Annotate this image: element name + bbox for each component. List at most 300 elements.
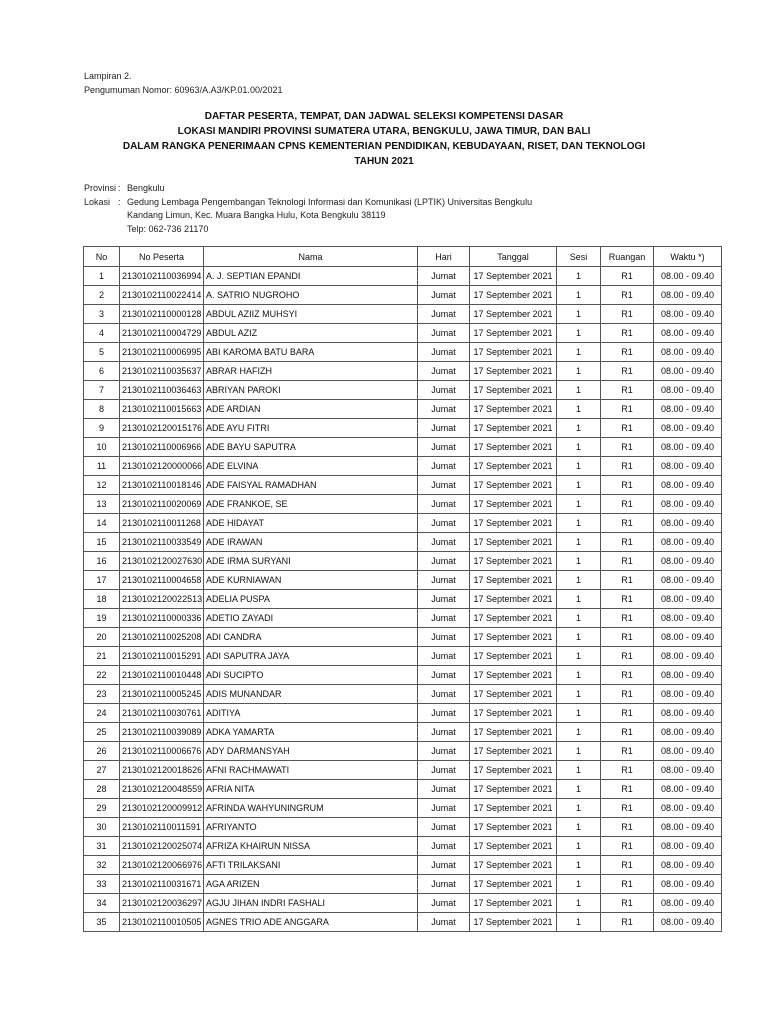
cell-tanggal: 17 September 2021 (470, 533, 557, 552)
cell-sesi: 1 (557, 837, 601, 856)
cell-hari: Jumat (418, 723, 470, 742)
cell-no: 35 (84, 913, 120, 932)
provinsi-colon: : (118, 183, 121, 193)
table-row (84, 590, 722, 609)
cell-tanggal: 17 September 2021 (470, 571, 557, 590)
cell-tanggal: 17 September 2021 (470, 647, 557, 666)
cell-nama: ABDUL AZIIZ MUHSYI (204, 305, 418, 324)
cell-ruangan: R1 (601, 267, 654, 286)
cell-no-peserta: 2130102110010448 (120, 666, 204, 685)
cell-no-peserta: 2130102110004729 (120, 324, 204, 343)
cell-hari: Jumat (418, 305, 470, 324)
cell-sesi: 1 (557, 856, 601, 875)
cell-sesi: 1 (557, 609, 601, 628)
cell-no: 11 (84, 457, 120, 476)
cell-waktu: 08.00 - 09.40 (654, 856, 722, 875)
cell-nama: ADE ELVINA (204, 457, 418, 476)
table-row (84, 818, 722, 837)
table-row (84, 780, 722, 799)
cell-no: 34 (84, 894, 120, 913)
cell-ruangan: R1 (601, 286, 654, 305)
cell-waktu: 08.00 - 09.40 (654, 400, 722, 419)
cell-tanggal: 17 September 2021 (470, 514, 557, 533)
cell-no-peserta: 2130102110000128 (120, 305, 204, 324)
cell-no-peserta: 2130102120025074 (120, 837, 204, 856)
cell-tanggal: 17 September 2021 (470, 723, 557, 742)
cell-no: 19 (84, 609, 120, 628)
cell-sesi: 1 (557, 571, 601, 590)
cell-ruangan: R1 (601, 571, 654, 590)
cell-waktu: 08.00 - 09.40 (654, 818, 722, 837)
cell-hari: Jumat (418, 343, 470, 362)
cell-no: 23 (84, 685, 120, 704)
title-line-3: DALAM RANGKA PENERIMAAN CPNS KEMENTERIAN PENDIDIKAN, KEBUDAYAAN, RISET, DAN TEKNOLOGI (122, 141, 646, 152)
cell-tanggal: 17 September 2021 (470, 780, 557, 799)
cell-waktu: 08.00 - 09.40 (654, 362, 722, 381)
table-row (84, 761, 722, 780)
cell-sesi: 1 (557, 666, 601, 685)
document-title (84, 109, 684, 169)
lampiran-label: Lampiran 2. (84, 71, 132, 81)
cell-nama: AFRIA NITA (204, 780, 418, 799)
cell-hari: Jumat (418, 438, 470, 457)
cell-no: 24 (84, 704, 120, 723)
cell-sesi: 1 (557, 913, 601, 932)
cell-waktu: 08.00 - 09.40 (654, 761, 722, 780)
lokasi-colon: : (118, 196, 121, 207)
cell-ruangan: R1 (601, 628, 654, 647)
cell-nama: ADE IRAWAN (204, 533, 418, 552)
cell-no-peserta: 2130102120027630 (120, 552, 204, 571)
lokasi-row (84, 196, 532, 210)
cell-sesi: 1 (557, 761, 601, 780)
cell-nama: ADKA YAMARTA (204, 723, 418, 742)
cell-hari: Jumat (418, 609, 470, 628)
cell-no-peserta: 2130102120000066 (120, 457, 204, 476)
cell-nama: ADITIYA (204, 704, 418, 723)
cell-nama: ADIS MUNANDAR (204, 685, 418, 704)
cell-tanggal: 17 September 2021 (470, 590, 557, 609)
cell-nama: AFRINDA WAHYUNINGRUM (204, 799, 418, 818)
cell-hari: Jumat (418, 628, 470, 647)
cell-no: 6 (84, 362, 120, 381)
cell-hari: Jumat (418, 761, 470, 780)
cell-sesi: 1 (557, 647, 601, 666)
cell-ruangan: R1 (601, 799, 654, 818)
cell-no-peserta: 2130102110030761 (120, 704, 204, 723)
cell-ruangan: R1 (601, 723, 654, 742)
title-line-2: LOKASI MANDIRI PROVINSI SUMATERA UTARA, BENGKULU, JAWA TIMUR, DAN BALI (177, 126, 591, 137)
cell-ruangan: R1 (601, 761, 654, 780)
cell-hari: Jumat (418, 647, 470, 666)
cell-sesi: 1 (557, 894, 601, 913)
cell-waktu: 08.00 - 09.40 (654, 571, 722, 590)
cell-waktu: 08.00 - 09.40 (654, 609, 722, 628)
table-row (84, 875, 722, 894)
cell-hari: Jumat (418, 894, 470, 913)
cell-no-peserta: 2130102120022513 (120, 590, 204, 609)
header-hari: Hari (418, 247, 470, 267)
cell-nama: ADI SAPUTRA JAYA (204, 647, 418, 666)
lokasi-value: Gedung Lembaga Pengembangan Teknologi Informasi dan Komunikasi (LPTIK) Universitas Bengkulu (127, 196, 533, 207)
cell-no: 5 (84, 343, 120, 362)
cell-nama: AGA ARIZEN (204, 875, 418, 894)
cell-no-peserta: 2130102110006966 (120, 438, 204, 457)
cell-no: 1 (84, 267, 120, 286)
cell-hari: Jumat (418, 533, 470, 552)
cell-ruangan: R1 (601, 400, 654, 419)
table-row (84, 362, 722, 381)
cell-no-peserta: 2130102110033549 (120, 533, 204, 552)
cell-ruangan: R1 (601, 647, 654, 666)
cell-hari: Jumat (418, 875, 470, 894)
cell-tanggal: 17 September 2021 (470, 438, 557, 457)
cell-ruangan: R1 (601, 457, 654, 476)
cell-nama: ADE FAISYAL RAMADHAN (204, 476, 418, 495)
table-row (84, 913, 722, 932)
cell-sesi: 1 (557, 362, 601, 381)
cell-sesi: 1 (557, 514, 601, 533)
cell-tanggal: 17 September 2021 (470, 324, 557, 343)
cell-no: 7 (84, 381, 120, 400)
cell-sesi: 1 (557, 799, 601, 818)
cell-no: 20 (84, 628, 120, 647)
cell-hari: Jumat (418, 704, 470, 723)
cell-sesi: 1 (557, 343, 601, 362)
cell-no-peserta: 2130102110031671 (120, 875, 204, 894)
cell-no: 21 (84, 647, 120, 666)
table-row (84, 856, 722, 875)
cell-ruangan: R1 (601, 742, 654, 761)
table-row (84, 647, 722, 666)
cell-tanggal: 17 September 2021 (470, 894, 557, 913)
table-row (84, 514, 722, 533)
cell-nama: ABI KAROMA BATU BARA (204, 343, 418, 362)
cell-no: 31 (84, 837, 120, 856)
cell-no: 17 (84, 571, 120, 590)
cell-no: 32 (84, 856, 120, 875)
cell-sesi: 1 (557, 628, 601, 647)
cell-sesi: 1 (557, 381, 601, 400)
cell-sesi: 1 (557, 286, 601, 305)
cell-nama: ADI SUCIPTO (204, 666, 418, 685)
cell-ruangan: R1 (601, 419, 654, 438)
cell-sesi: 1 (557, 704, 601, 723)
table-row (84, 571, 722, 590)
table-row (84, 609, 722, 628)
cell-sesi: 1 (557, 400, 601, 419)
cell-no: 9 (84, 419, 120, 438)
cell-tanggal: 17 September 2021 (470, 343, 557, 362)
cell-no-peserta: 2130102110004658 (120, 571, 204, 590)
cell-hari: Jumat (418, 495, 470, 514)
cell-waktu: 08.00 - 09.40 (654, 457, 722, 476)
cell-hari: Jumat (418, 818, 470, 837)
cell-no: 30 (84, 818, 120, 837)
table-row (84, 533, 722, 552)
table-body (84, 267, 722, 932)
cell-waktu: 08.00 - 09.40 (654, 305, 722, 324)
cell-no-peserta: 2130102110039089 (120, 723, 204, 742)
cell-hari: Jumat (418, 514, 470, 533)
cell-no: 26 (84, 742, 120, 761)
cell-sesi: 1 (557, 818, 601, 837)
location-info (84, 182, 532, 236)
cell-sesi: 1 (557, 742, 601, 761)
cell-waktu: 08.00 - 09.40 (654, 799, 722, 818)
cell-hari: Jumat (418, 476, 470, 495)
cell-no: 15 (84, 533, 120, 552)
cell-waktu: 08.00 - 09.40 (654, 647, 722, 666)
cell-sesi: 1 (557, 533, 601, 552)
cell-hari: Jumat (418, 381, 470, 400)
cell-sesi: 1 (557, 590, 601, 609)
cell-no: 13 (84, 495, 120, 514)
cell-nama: AGJU JIHAN INDRI FASHALI (204, 894, 418, 913)
cell-no: 12 (84, 476, 120, 495)
cell-tanggal: 17 September 2021 (470, 799, 557, 818)
cell-ruangan: R1 (601, 780, 654, 799)
cell-ruangan: R1 (601, 381, 654, 400)
cell-hari: Jumat (418, 552, 470, 571)
cell-tanggal: 17 September 2021 (470, 628, 557, 647)
cell-tanggal: 17 September 2021 (470, 419, 557, 438)
cell-tanggal: 17 September 2021 (470, 267, 557, 286)
cell-nama: AFRIYANTO (204, 818, 418, 837)
cell-sesi: 1 (557, 457, 601, 476)
cell-nama: ABDUL AZIZ (204, 324, 418, 343)
cell-hari: Jumat (418, 571, 470, 590)
cell-tanggal: 17 September 2021 (470, 837, 557, 856)
cell-ruangan: R1 (601, 704, 654, 723)
cell-no-peserta: 2130102110025208 (120, 628, 204, 647)
cell-ruangan: R1 (601, 438, 654, 457)
provinsi-row (84, 182, 532, 196)
table-row (84, 628, 722, 647)
cell-ruangan: R1 (601, 856, 654, 875)
cell-tanggal: 17 September 2021 (470, 495, 557, 514)
cell-tanggal: 17 September 2021 (470, 552, 557, 571)
cell-nama: AFRIZA KHAIRUN NISSA (204, 837, 418, 856)
cell-no: 8 (84, 400, 120, 419)
phone-line: Telp: 062-736 21170 (127, 223, 209, 234)
cell-no: 2 (84, 286, 120, 305)
cell-nama: ADE IRMA SURYANI (204, 552, 418, 571)
cell-waktu: 08.00 - 09.40 (654, 837, 722, 856)
cell-ruangan: R1 (601, 590, 654, 609)
cell-no-peserta: 2130102110036994 (120, 267, 204, 286)
cell-ruangan: R1 (601, 913, 654, 932)
cell-no-peserta: 2130102110015291 (120, 647, 204, 666)
cell-waktu: 08.00 - 09.40 (654, 324, 722, 343)
cell-sesi: 1 (557, 685, 601, 704)
cell-no-peserta: 2130102110006995 (120, 343, 204, 362)
cell-ruangan: R1 (601, 476, 654, 495)
cell-sesi: 1 (557, 723, 601, 742)
cell-waktu: 08.00 - 09.40 (654, 875, 722, 894)
cell-sesi: 1 (557, 552, 601, 571)
cell-tanggal: 17 September 2021 (470, 305, 557, 324)
title-line-1: DAFTAR PESERTA, TEMPAT, DAN JADWAL SELEKSI KOMPETENSI DASAR (204, 111, 564, 122)
cell-ruangan: R1 (601, 533, 654, 552)
cell-nama: ADELIA PUSPA (204, 590, 418, 609)
cell-nama: ADE HIDAYAT (204, 514, 418, 533)
table-row (84, 685, 722, 704)
cell-ruangan: R1 (601, 875, 654, 894)
cell-nama: ADE KURNIAWAN (204, 571, 418, 590)
cell-ruangan: R1 (601, 343, 654, 362)
cell-waktu: 08.00 - 09.40 (654, 343, 722, 362)
table-row (84, 837, 722, 856)
cell-ruangan: R1 (601, 609, 654, 628)
cell-hari: Jumat (418, 286, 470, 305)
cell-tanggal: 17 September 2021 (470, 818, 557, 837)
cell-no-peserta: 2130102110011268 (120, 514, 204, 533)
cell-no-peserta: 2130102110036463 (120, 381, 204, 400)
cell-no-peserta: 2130102110010505 (120, 913, 204, 932)
cell-tanggal: 17 September 2021 (470, 704, 557, 723)
cell-sesi: 1 (557, 780, 601, 799)
cell-hari: Jumat (418, 799, 470, 818)
cell-waktu: 08.00 - 09.40 (654, 514, 722, 533)
cell-no-peserta: 2130102120066976 (120, 856, 204, 875)
cell-waktu: 08.00 - 09.40 (654, 666, 722, 685)
cell-hari: Jumat (418, 685, 470, 704)
cell-hari: Jumat (418, 457, 470, 476)
cell-hari: Jumat (418, 267, 470, 286)
cell-sesi: 1 (557, 476, 601, 495)
cell-tanggal: 17 September 2021 (470, 856, 557, 875)
cell-hari: Jumat (418, 400, 470, 419)
cell-tanggal: 17 September 2021 (470, 666, 557, 685)
table-row (84, 723, 722, 742)
lokasi-label: Lokasi (84, 196, 111, 207)
cell-waktu: 08.00 - 09.40 (654, 590, 722, 609)
cell-no-peserta: 2130102120048559 (120, 780, 204, 799)
cell-waktu: 08.00 - 09.40 (654, 381, 722, 400)
cell-hari: Jumat (418, 362, 470, 381)
cell-no: 22 (84, 666, 120, 685)
cell-ruangan: R1 (601, 514, 654, 533)
cell-nama: ADETIO ZAYADI (204, 609, 418, 628)
cell-waktu: 08.00 - 09.40 (654, 628, 722, 647)
cell-waktu: 08.00 - 09.40 (654, 495, 722, 514)
cell-tanggal: 17 September 2021 (470, 476, 557, 495)
cell-ruangan: R1 (601, 894, 654, 913)
cell-tanggal: 17 September 2021 (470, 457, 557, 476)
cell-tanggal: 17 September 2021 (470, 400, 557, 419)
table-row (84, 704, 722, 723)
cell-no-peserta: 2130102110011591 (120, 818, 204, 837)
cell-no-peserta: 2130102110015663 (120, 400, 204, 419)
cell-hari: Jumat (418, 913, 470, 932)
cell-waktu: 08.00 - 09.40 (654, 476, 722, 495)
header-nama: Nama (204, 247, 418, 267)
header-ruangan: Ruangan (601, 247, 654, 267)
cell-ruangan: R1 (601, 666, 654, 685)
cell-sesi: 1 (557, 875, 601, 894)
table-row (84, 552, 722, 571)
cell-waktu: 08.00 - 09.40 (654, 533, 722, 552)
cell-tanggal: 17 September 2021 (470, 286, 557, 305)
cell-ruangan: R1 (601, 305, 654, 324)
cell-no: 16 (84, 552, 120, 571)
title-line-4: TAHUN 2021 (354, 156, 414, 167)
cell-nama: ADE ARDIAN (204, 400, 418, 419)
cell-no: 14 (84, 514, 120, 533)
cell-ruangan: R1 (601, 552, 654, 571)
cell-no-peserta: 2130102110035637 (120, 362, 204, 381)
provinsi-label: Provinsi (84, 183, 117, 193)
cell-ruangan: R1 (601, 818, 654, 837)
cell-tanggal: 17 September 2021 (470, 875, 557, 894)
table-row (84, 343, 722, 362)
cell-ruangan: R1 (601, 837, 654, 856)
cell-hari: Jumat (418, 590, 470, 609)
cell-no: 28 (84, 780, 120, 799)
table-row (84, 799, 722, 818)
cell-no: 27 (84, 761, 120, 780)
table-row (84, 286, 722, 305)
cell-no-peserta: 2130102110006676 (120, 742, 204, 761)
cell-waktu: 08.00 - 09.40 (654, 685, 722, 704)
cell-hari: Jumat (418, 856, 470, 875)
cell-no: 10 (84, 438, 120, 457)
cell-nama: ABRIYAN PAROKI (204, 381, 418, 400)
table-row (84, 438, 722, 457)
reference-block (84, 69, 282, 97)
table-row (84, 324, 722, 343)
cell-waktu: 08.00 - 09.40 (654, 913, 722, 932)
header-waktu: Waktu *) (654, 247, 722, 267)
cell-tanggal: 17 September 2021 (470, 761, 557, 780)
cell-hari: Jumat (418, 324, 470, 343)
cell-waktu: 08.00 - 09.40 (654, 419, 722, 438)
cell-no-peserta: 2130102110018146 (120, 476, 204, 495)
cell-waktu: 08.00 - 09.40 (654, 704, 722, 723)
cell-hari: Jumat (418, 837, 470, 856)
cell-nama: ADE BAYU SAPUTRA (204, 438, 418, 457)
table-row (84, 476, 722, 495)
cell-no-peserta: 2130102120015176 (120, 419, 204, 438)
cell-hari: Jumat (418, 742, 470, 761)
cell-hari: Jumat (418, 419, 470, 438)
cell-nama: AGNES TRIO ADE ANGGARA (204, 913, 418, 932)
cell-hari: Jumat (418, 780, 470, 799)
table-row (84, 894, 722, 913)
table-row (84, 381, 722, 400)
cell-no: 4 (84, 324, 120, 343)
cell-no-peserta: 2130102110022414 (120, 286, 204, 305)
table-row (84, 419, 722, 438)
cell-waktu: 08.00 - 09.40 (654, 780, 722, 799)
table-header-row (84, 247, 722, 267)
cell-no-peserta: 2130102120036297 (120, 894, 204, 913)
cell-tanggal: 17 September 2021 (470, 381, 557, 400)
cell-waktu: 08.00 - 09.40 (654, 723, 722, 742)
table-row (84, 267, 722, 286)
header-no-peserta: No Peserta (120, 247, 204, 267)
cell-waktu: 08.00 - 09.40 (654, 742, 722, 761)
cell-no: 3 (84, 305, 120, 324)
cell-no: 29 (84, 799, 120, 818)
cell-tanggal: 17 September 2021 (470, 609, 557, 628)
table-row (84, 457, 722, 476)
cell-sesi: 1 (557, 495, 601, 514)
cell-ruangan: R1 (601, 685, 654, 704)
cell-nama: AFNI RACHMAWATI (204, 761, 418, 780)
cell-sesi: 1 (557, 267, 601, 286)
